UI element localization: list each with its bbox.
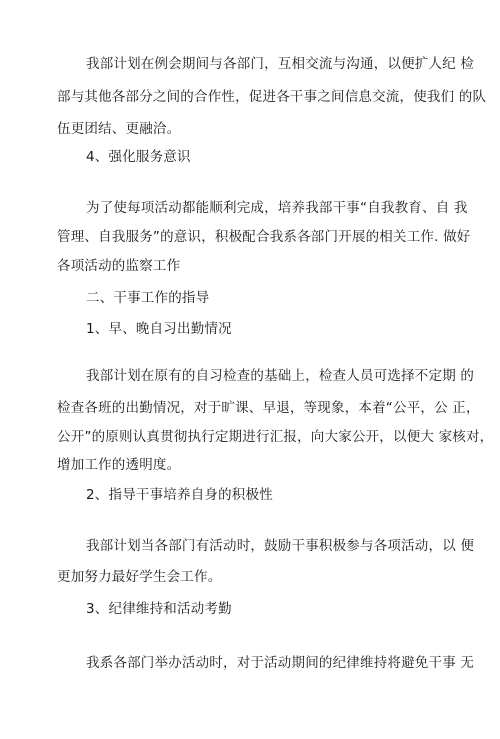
paragraph-line: 各项活动的监察工作 (57, 258, 181, 274)
paragraph-line: 我部计划在原有的自习检查的基础上，检查人员可选择不定期 的 (86, 368, 475, 384)
section-heading: 3、纪律维持和活动考勤 (86, 601, 232, 617)
paragraph-line: 检查各班的出勤情况，对于旷课、早退，等现象，本着“公平，公 正， (57, 400, 480, 416)
paragraph-line: 部与其他各部分之间的合作性，促进各干事之间信息交流，使我们 的队 (57, 89, 487, 105)
paragraph-line: 增加工作的透明度。 (57, 457, 181, 473)
section-heading: 2、指导干事培养自身的积极性 (86, 487, 273, 503)
paragraph-line: 我部计划在例会期间与各部门，互相交流与沟通，以便扩人纪 检 (86, 56, 475, 72)
paragraph-line: 管理、自我服务”的意识，积极配合我系各部门开展的相关工作. 做好 (57, 229, 471, 245)
paragraph-line: 公开”的原则认真贯彻执行定期进行汇报，向大家公开，以便大 家核对， (57, 429, 494, 445)
paragraph-line: 伍更团结、更融洽。 (57, 121, 181, 137)
paragraph-line: 为了使每项活动都能顺利完成，培养我部干事“自我教育、自 我 (86, 200, 468, 216)
section-heading: 二、干事工作的指导 (86, 290, 210, 306)
paragraph-line: 更加努力最好学生会工作。 (57, 569, 222, 585)
section-heading: 1、早、晚自习出勤情况 (86, 321, 232, 337)
paragraph-line: 我系各部门举办活动时，对于活动期间的纪律维持将避免干事 无 (86, 655, 475, 671)
paragraph-line: 我部计划当各部门有活动时，鼓励干事积极参与各项活动，以 便 (86, 538, 475, 554)
section-heading: 4、强化服务意识 (86, 149, 191, 165)
